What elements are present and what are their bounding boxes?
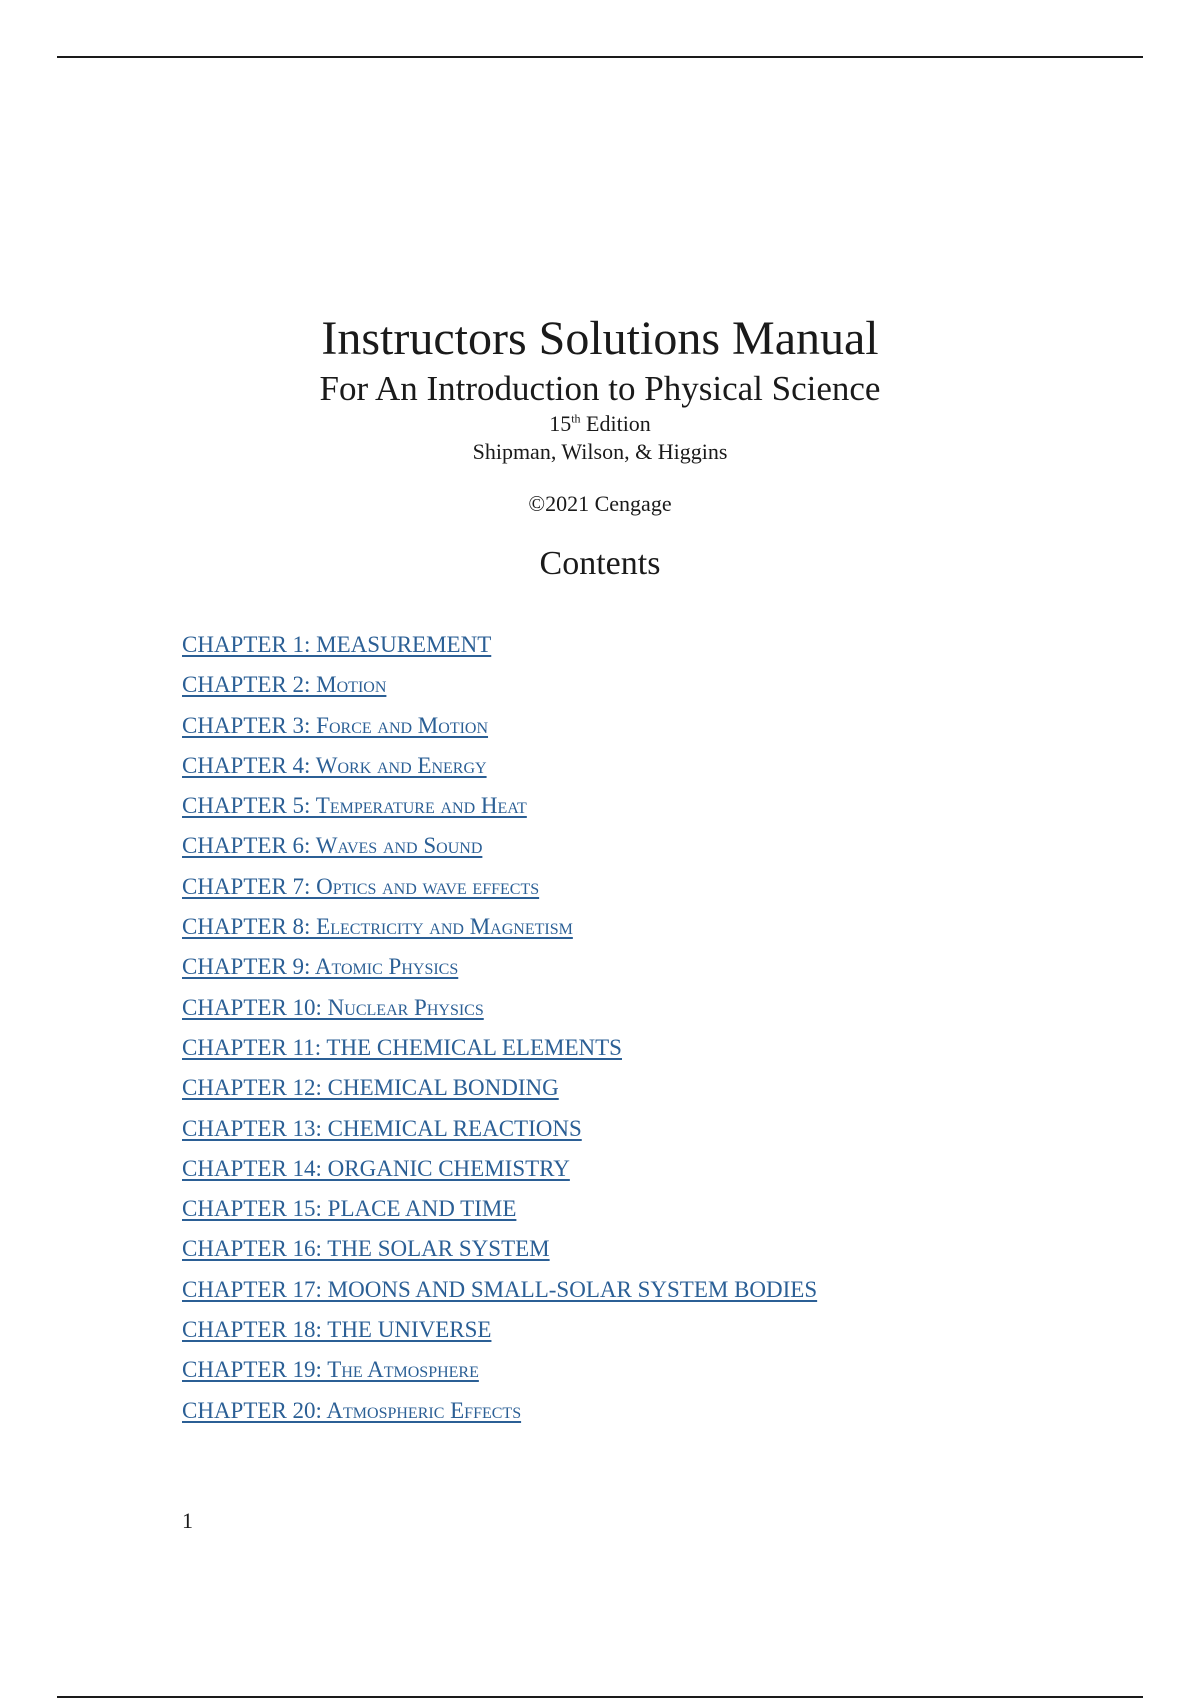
edition-label: Edition <box>586 411 651 436</box>
toc-link-chapter-19[interactable]: CHAPTER 19: The Atmosphere <box>182 1357 479 1383</box>
toc-link-chapter-12[interactable]: CHAPTER 12: CHEMICAL BONDING <box>182 1075 559 1101</box>
edition-line <box>0 410 1200 438</box>
toc-entry <box>182 628 817 668</box>
toc-entry <box>182 1313 817 1353</box>
toc-entry <box>182 709 817 749</box>
toc-link-chapter-7[interactable]: CHAPTER 7: Optics and wave effects <box>182 873 540 899</box>
contents-heading: Contents <box>539 545 661 582</box>
document-subtitle: For An Introduction to Physical Science <box>319 369 881 408</box>
toc-link-chapter-10[interactable]: CHAPTER 10: Nuclear Physics <box>182 994 484 1020</box>
toc-entry <box>182 1394 817 1434</box>
toc-link-chapter-17[interactable]: CHAPTER 17: MOONS AND SMALL-SOLAR SYSTEM BODIES <box>182 1276 818 1302</box>
toc-link-chapter-2[interactable]: CHAPTER 2: Motion <box>182 672 387 698</box>
table-of-contents <box>182 628 817 1434</box>
toc-link-chapter-14[interactable]: CHAPTER 14: ORGANIC CHEMISTRY <box>182 1155 570 1181</box>
toc-entry <box>182 910 817 950</box>
toc-entry <box>182 991 817 1031</box>
toc-entry <box>182 749 817 789</box>
edition-number: 15 <box>549 411 572 436</box>
toc-link-chapter-13[interactable]: CHAPTER 13: CHEMICAL REACTIONS <box>182 1115 582 1141</box>
toc-link-chapter-8[interactable]: CHAPTER 8: Electricity and Magnetism <box>182 914 573 940</box>
toc-link-chapter-20[interactable]: CHAPTER 20: Atmospheric Effects <box>182 1397 522 1423</box>
toc-link-chapter-3[interactable]: CHAPTER 3: Force and Motion <box>182 712 489 738</box>
authors-line: Shipman, Wilson, & Higgins <box>472 439 728 464</box>
toc-entry <box>182 1353 817 1393</box>
edition-suffix: th <box>571 411 581 426</box>
copyright-line: ©2021 Cengage <box>528 491 672 516</box>
toc-entry <box>182 668 817 708</box>
toc-entry <box>182 829 817 869</box>
toc-entry <box>182 1273 817 1313</box>
toc-link-chapter-6[interactable]: CHAPTER 6: Waves and Sound <box>182 833 483 859</box>
toc-link-chapter-1[interactable]: CHAPTER 1: MEASUREMENT <box>182 632 492 657</box>
toc-entry <box>182 1112 817 1152</box>
toc-entry <box>182 1232 817 1272</box>
toc-link-chapter-11[interactable]: CHAPTER 11: THE CHEMICAL ELEMENTS <box>182 1034 622 1060</box>
document-title: Instructors Solutions Manual <box>321 312 879 365</box>
toc-entry <box>182 1031 817 1071</box>
title-block <box>0 310 1200 584</box>
footer-rule <box>57 1696 1143 1698</box>
toc-link-chapter-9[interactable]: CHAPTER 9: Atomic Physics <box>182 954 459 980</box>
toc-link-chapter-16[interactable]: CHAPTER 16: THE SOLAR SYSTEM <box>182 1236 550 1262</box>
toc-link-chapter-4[interactable]: CHAPTER 4: Work and Energy <box>182 752 487 778</box>
toc-entry <box>182 789 817 829</box>
toc-link-chapter-18[interactable]: CHAPTER 18: THE UNIVERSE <box>182 1317 492 1343</box>
toc-link-chapter-5[interactable]: CHAPTER 5: Temperature and Heat <box>182 793 527 819</box>
toc-entry <box>182 870 817 910</box>
toc-entry <box>182 1192 817 1232</box>
header-rule <box>57 56 1143 58</box>
toc-entry <box>182 1071 817 1111</box>
toc-entry <box>182 1152 817 1192</box>
page-number: 1 <box>182 1508 193 1533</box>
toc-entry <box>182 950 817 990</box>
toc-link-chapter-15[interactable]: CHAPTER 15: PLACE AND TIME <box>182 1196 517 1222</box>
